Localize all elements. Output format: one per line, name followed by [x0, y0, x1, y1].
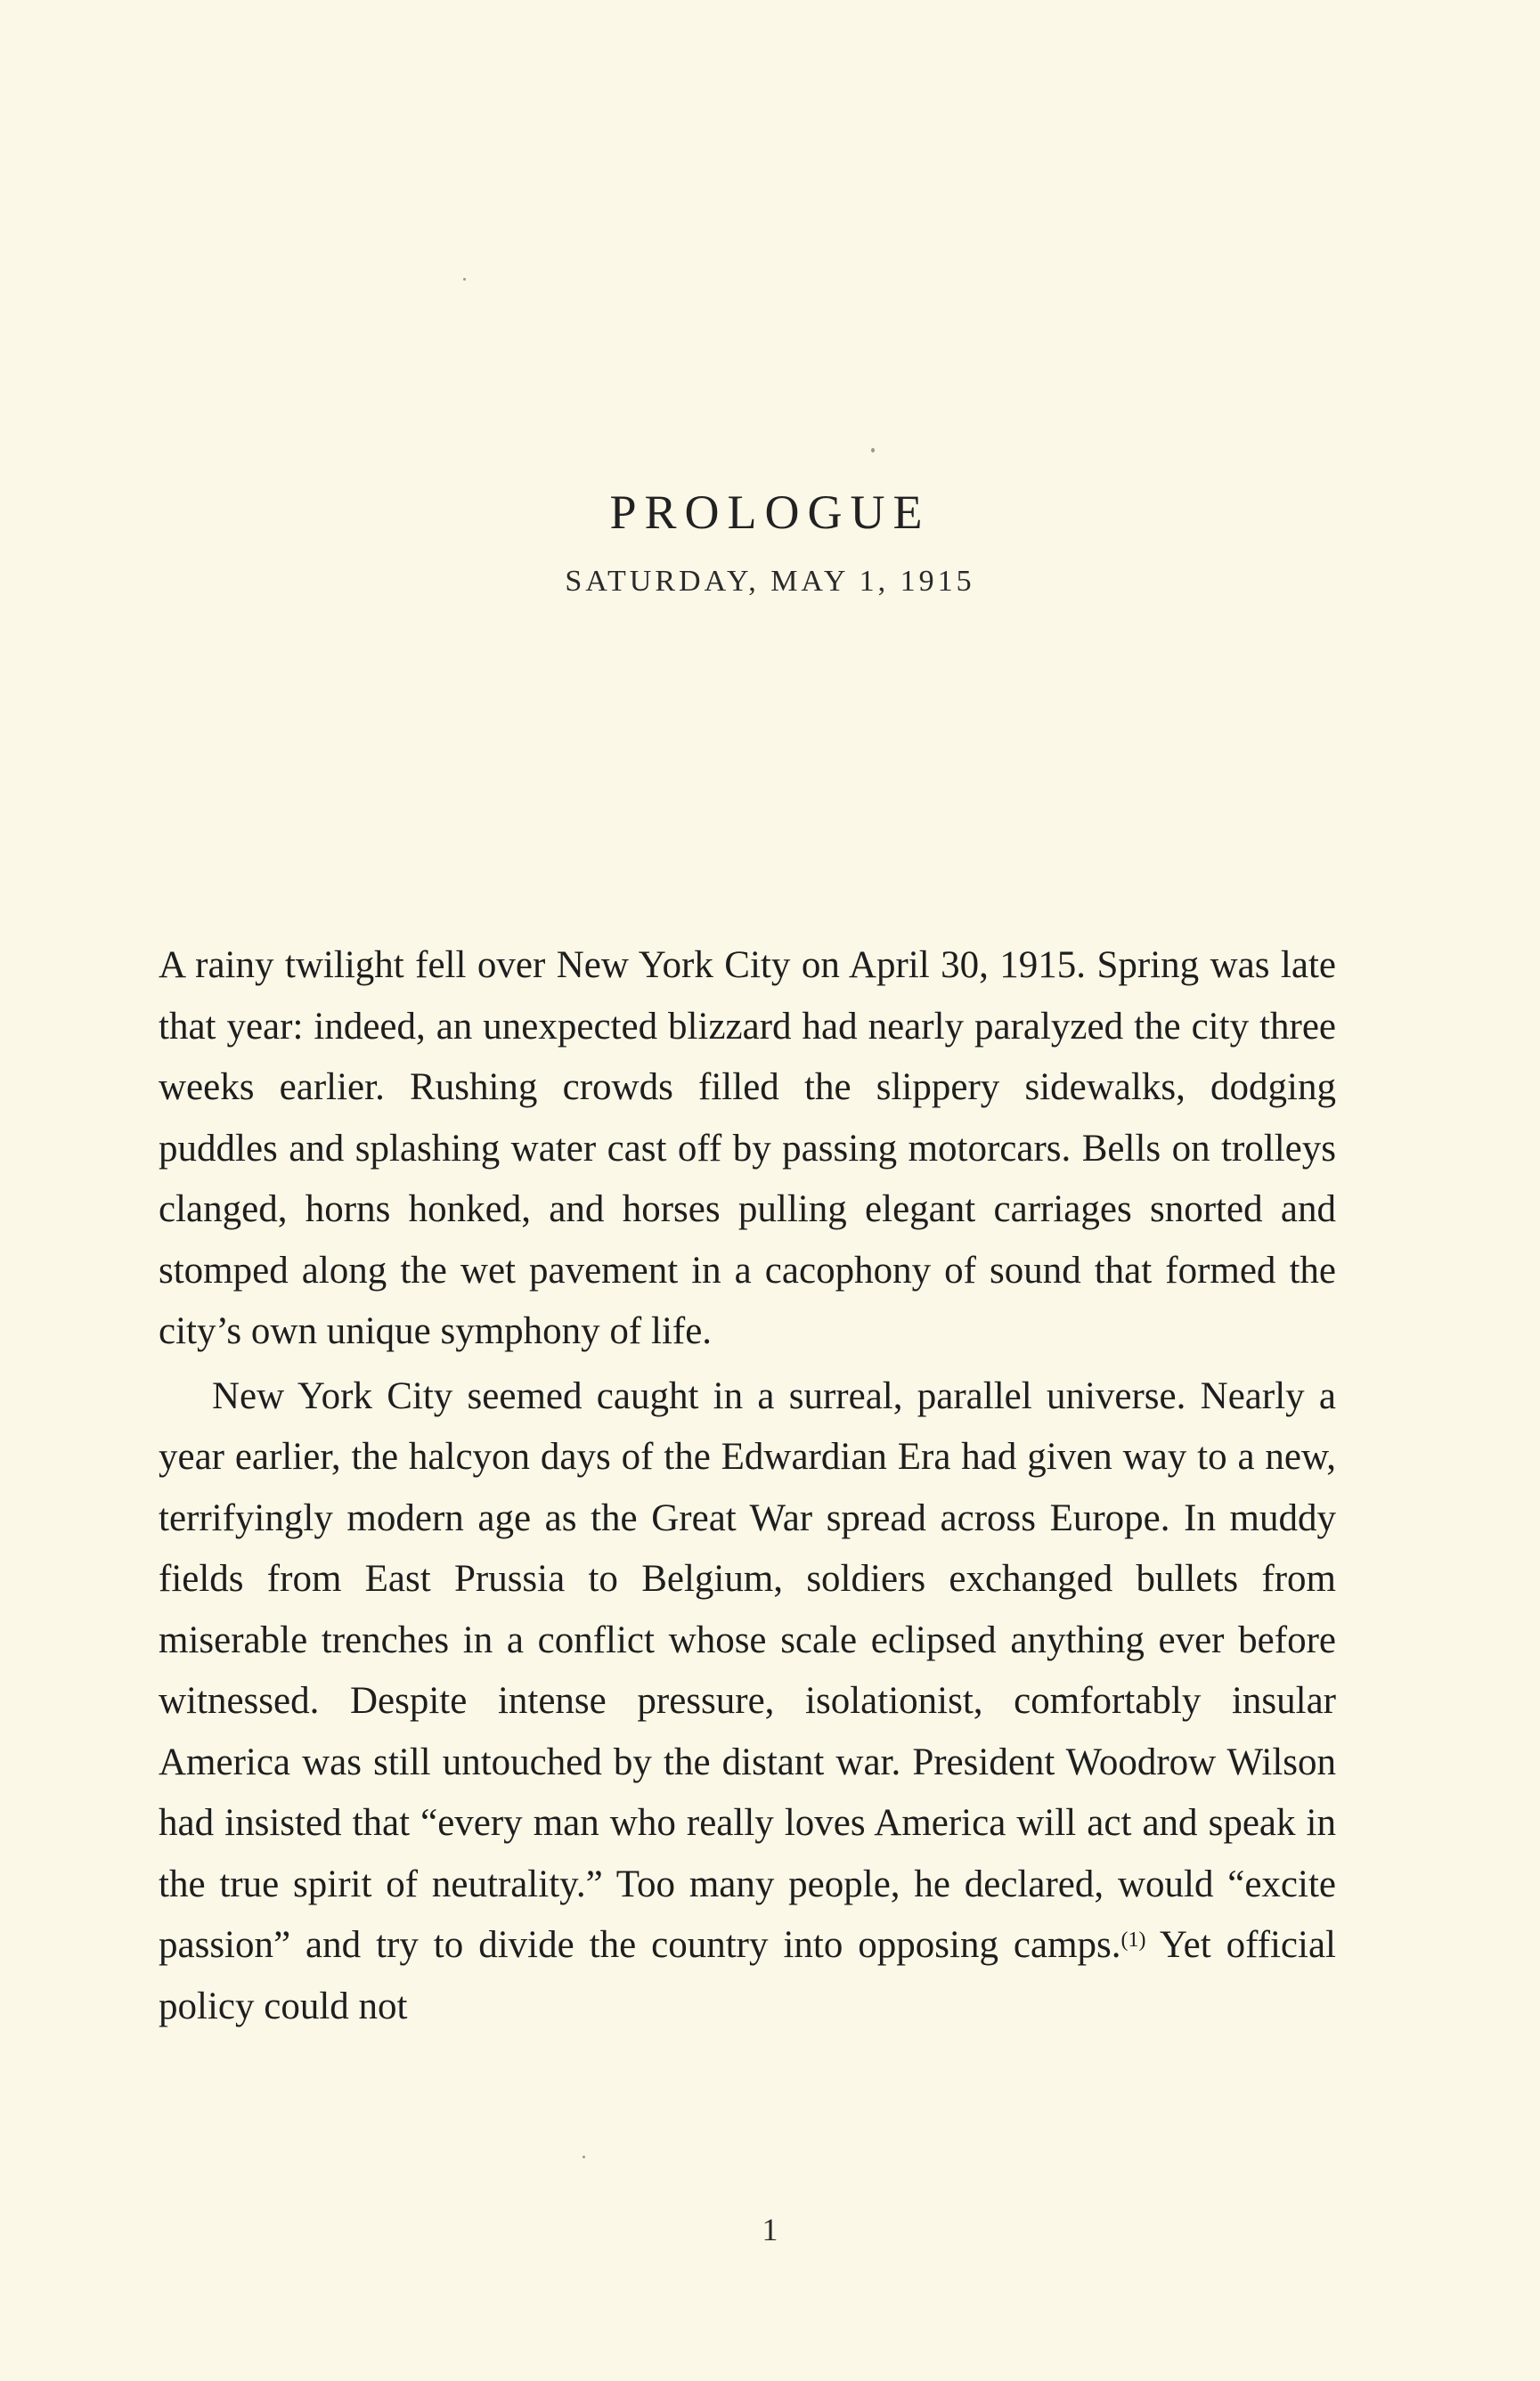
footnote-reference: (1) [1120, 1928, 1146, 1952]
paper-speck [463, 278, 466, 281]
paragraph-1 [159, 935, 1336, 1363]
paragraph-1-text: A rainy twilight fell over New York City on April 30, 1915. Spring was late that year: indeed, an unexpected blizzard had nearly paralyzed the city three weeks earlier. Rushing crowds filled the slippery sidewalks, dodging puddles and splashing water cast off by passing motorcars. Bells on trolleys clanged, horns honked, and horses pulling elegant carriages snorted and stomped along the wet pavement in a cacophony of sound that formed the city’s own unique symphony of life. [159, 944, 1336, 1352]
chapter-date: SATURDAY, MAY 1, 1915 [565, 565, 975, 598]
chapter-title: PROLOGUE [609, 485, 931, 539]
body-text [159, 935, 1336, 2037]
paper-speck [583, 2156, 585, 2158]
paragraph-2-text: New York City seemed caught in a surreal, parallel universe. Nearly a year earlier, the halcyon days of the Edwardian Era had given way to a new, terrifyingly modern age as the Great War spread across Europe. In muddy fields from East Prussia to Belgium, soldiers exchanged bullets from miserable trenches in a conflict whose scale eclipsed anything ever before witnessed. Despite intense pressure, isolationist, comfortably insular America was still untouched by the distant war. President Woodrow Wilson had insisted that “every man who really loves America will act and speak in the true spirit of neutrality.” Too many people, he declared, would “excite passion” and try to divide the country into opposing camps. [159, 1374, 1336, 1966]
paper-speck [871, 448, 875, 453]
paragraph-2-continuation: Yet official policy could not [159, 1924, 1336, 2027]
paragraph-2 [159, 1366, 1336, 2038]
page-number: 1 [762, 2212, 778, 2247]
